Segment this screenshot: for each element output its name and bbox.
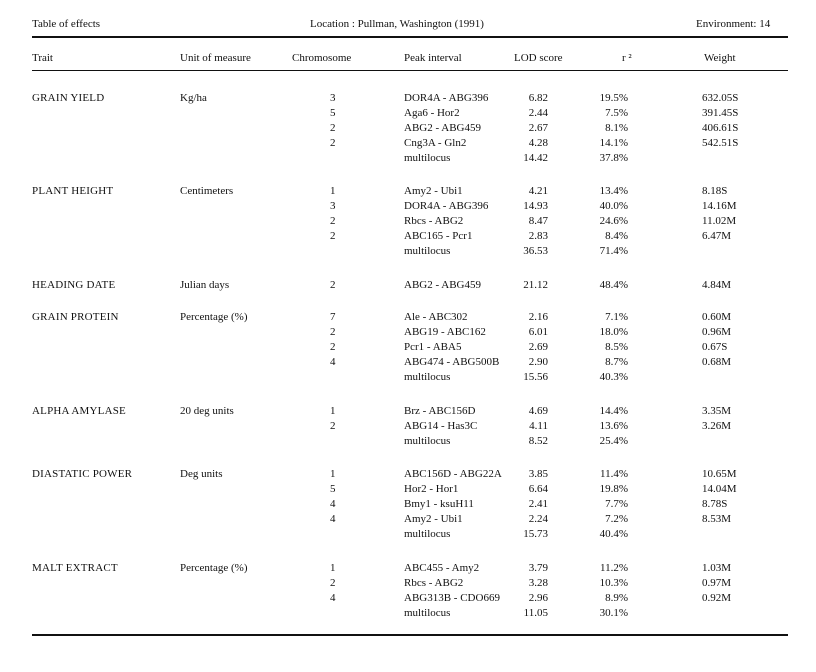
- cell-lod: 6.64: [528, 483, 548, 495]
- unit-of-measure: Julian days: [180, 279, 230, 291]
- cell-interval: DOR4A - ABG396: [404, 92, 489, 104]
- table-title: Table of effects: [32, 18, 101, 30]
- cell-chromosome: 3: [330, 200, 336, 212]
- cell-weight: 0.92M: [702, 592, 732, 604]
- cell-weight: 0.68M: [702, 356, 732, 368]
- cell-weight: 14.16M: [702, 200, 737, 212]
- cell-interval: ABG19 - ABC162: [404, 326, 486, 338]
- cell-chromosome: 4: [330, 356, 336, 368]
- unit-of-measure: Deg units: [180, 468, 223, 480]
- trait-name: DIASTATIC POWER: [32, 468, 133, 480]
- trait-name: PLANT HEIGHT: [32, 185, 114, 197]
- cell-weight: 0.96M: [702, 326, 732, 338]
- cell-interval: ABG313B - CDO669: [404, 592, 500, 604]
- header-rule: [32, 70, 788, 71]
- cell-r2: 24.6%: [599, 215, 628, 227]
- cell-weight: 4.84M: [702, 279, 732, 291]
- cell-chromosome: 4: [330, 513, 336, 525]
- cell-lod: 8.52: [528, 435, 548, 447]
- cell-lod: 4.11: [529, 420, 548, 432]
- cell-interval: Cng3A - Gln2: [404, 137, 467, 149]
- cell-r2: 18.0%: [599, 326, 628, 338]
- cell-r2: 40.3%: [599, 371, 628, 383]
- cell-interval: ABC156D - ABG22A: [404, 468, 502, 480]
- cell-interval: Hor2 - Hor1: [404, 483, 459, 495]
- cell-weight: 0.67S: [702, 341, 728, 353]
- cell-weight: 391.45S: [702, 107, 739, 119]
- cell-weight: 1.03M: [702, 562, 732, 574]
- cell-r2: 8.9%: [605, 592, 628, 604]
- cell-weight: 3.35M: [702, 405, 732, 417]
- unit-of-measure: Percentage (%): [180, 562, 248, 574]
- location-label: Location : Pullman, Washington (1991): [310, 18, 484, 30]
- cell-weight: 10.65M: [702, 468, 737, 480]
- cell-lod: 2.96: [528, 592, 548, 604]
- cell-weight: 14.04M: [702, 483, 737, 495]
- cell-lod: 8.47: [528, 215, 548, 227]
- cell-chromosome: 2: [330, 341, 336, 353]
- cell-lod: 6.82: [528, 92, 548, 104]
- cell-chromosome: 2: [330, 420, 336, 432]
- cell-lod: 3.85: [528, 468, 548, 480]
- cell-r2: 19.8%: [599, 483, 628, 495]
- cell-lod: 2.67: [528, 122, 548, 134]
- cell-lod: 3.79: [528, 562, 548, 574]
- cell-r2: 10.3%: [599, 577, 628, 589]
- cell-chromosome: 5: [330, 107, 336, 119]
- cell-r2: 7.1%: [605, 311, 628, 323]
- top-rule: [32, 36, 788, 38]
- cell-lod: 3.28: [528, 577, 548, 589]
- col-header-trait: Trait: [32, 52, 53, 64]
- cell-chromosome: 2: [330, 122, 336, 134]
- cell-interval: ABC165 - Pcr1: [404, 230, 473, 242]
- cell-interval: ABG2 - ABG459: [404, 122, 482, 134]
- cell-lod: 2.16: [528, 311, 548, 323]
- cell-lod: 15.56: [523, 371, 548, 383]
- cell-interval: ABG474 - ABG500B: [404, 356, 500, 368]
- trait-name: GRAIN YIELD: [32, 92, 105, 104]
- cell-interval: Amy2 - Ubi1: [404, 513, 463, 525]
- unit-of-measure: 20 deg units: [180, 405, 234, 417]
- trait-name: HEADING DATE: [32, 279, 116, 291]
- cell-interval: Aga6 - Hor2: [404, 107, 460, 119]
- cell-chromosome: 1: [330, 405, 336, 417]
- cell-chromosome: 2: [330, 326, 336, 338]
- cell-weight: 8.18S: [702, 185, 728, 197]
- cell-chromosome: 2: [330, 577, 336, 589]
- cell-weight: 406.61S: [702, 122, 739, 134]
- cell-r2: 30.1%: [599, 607, 628, 619]
- cell-r2: 7.7%: [605, 498, 628, 510]
- cell-interval: ABC455 - Amy2: [404, 562, 480, 574]
- cell-interval: Bmy1 - ksuH11: [404, 498, 474, 510]
- cell-chromosome: 1: [330, 468, 336, 480]
- bottom-rule: [32, 634, 788, 636]
- cell-lod: 2.69: [528, 341, 548, 353]
- cell-r2: 13.6%: [599, 420, 628, 432]
- cell-chromosome: 2: [330, 279, 336, 291]
- cell-interval: multilocus: [404, 245, 451, 257]
- cell-lod: 2.24: [528, 513, 548, 525]
- cell-weight: 0.60M: [702, 311, 732, 323]
- cell-weight: 8.53M: [702, 513, 732, 525]
- cell-chromosome: 4: [330, 498, 336, 510]
- cell-lod: 2.90: [528, 356, 548, 368]
- cell-chromosome: 2: [330, 137, 336, 149]
- cell-weight: 11.02M: [702, 215, 737, 227]
- cell-interval: multilocus: [404, 435, 451, 447]
- col-header-weight: Weight: [704, 52, 736, 64]
- cell-r2: 40.0%: [599, 200, 628, 212]
- cell-r2: 13.4%: [599, 185, 628, 197]
- col-header-lod: LOD score: [514, 52, 563, 64]
- cell-r2: 19.5%: [599, 92, 628, 104]
- cell-interval: Rbcs - ABG2: [404, 577, 464, 589]
- cell-interval: Ale - ABC302: [404, 311, 468, 323]
- cell-chromosome: 2: [330, 230, 336, 242]
- cell-r2: 11.2%: [599, 562, 628, 574]
- cell-weight: 0.97M: [702, 577, 732, 589]
- cell-lod: 21.12: [523, 279, 548, 291]
- cell-lod: 4.69: [528, 405, 548, 417]
- trait-name: ALPHA AMYLASE: [32, 405, 126, 417]
- cell-weight: 3.26M: [702, 420, 732, 432]
- cell-interval: Amy2 - Ubi1: [404, 185, 463, 197]
- cell-r2: 25.4%: [599, 435, 628, 447]
- cell-interval: Rbcs - ABG2: [404, 215, 464, 227]
- cell-r2: 7.5%: [605, 107, 628, 119]
- cell-lod: 14.93: [523, 200, 548, 212]
- cell-lod: 6.01: [528, 326, 548, 338]
- cell-lod: 15.73: [523, 528, 548, 540]
- cell-lod: 4.21: [528, 185, 548, 197]
- cell-r2: 7.2%: [605, 513, 628, 525]
- cell-weight: 542.51S: [702, 137, 739, 149]
- cell-weight: 8.78S: [702, 498, 728, 510]
- col-header-r2: r ²: [622, 52, 632, 64]
- cell-r2: 8.5%: [605, 341, 628, 353]
- unit-of-measure: Centimeters: [180, 185, 234, 197]
- cell-interval: Pcr1 - ABA5: [404, 341, 462, 353]
- cell-r2: 37.8%: [599, 152, 628, 164]
- cell-r2: 8.7%: [605, 356, 628, 368]
- unit-of-measure: Kg/ha: [180, 92, 207, 104]
- cell-weight: 632.05S: [702, 92, 739, 104]
- cell-interval: ABG2 - ABG459: [404, 279, 482, 291]
- cell-interval: Brz - ABC156D: [404, 405, 476, 417]
- col-header-interval: Peak interval: [404, 52, 462, 64]
- cell-interval: DOR4A - ABG396: [404, 200, 489, 212]
- cell-chromosome: 2: [330, 215, 336, 227]
- cell-lod: 2.44: [528, 107, 548, 119]
- cell-r2: 71.4%: [599, 245, 628, 257]
- cell-chromosome: 1: [330, 562, 336, 574]
- cell-interval: multilocus: [404, 152, 451, 164]
- trait-name: MALT EXTRACT: [32, 562, 118, 574]
- unit-of-measure: Percentage (%): [180, 311, 248, 323]
- cell-chromosome: 1: [330, 185, 336, 197]
- cell-weight: 6.47M: [702, 230, 732, 242]
- cell-r2: 48.4%: [599, 279, 628, 291]
- cell-interval: multilocus: [404, 607, 451, 619]
- cell-r2: 11.4%: [599, 468, 628, 480]
- col-header-unit: Unit of measure: [180, 52, 251, 64]
- cell-chromosome: 7: [330, 311, 336, 323]
- cell-lod: 4.28: [528, 137, 548, 149]
- cell-r2: 14.4%: [599, 405, 628, 417]
- cell-lod: 2.41: [528, 498, 548, 510]
- cell-r2: 8.4%: [605, 230, 628, 242]
- cell-lod: 2.83: [528, 230, 548, 242]
- cell-interval: ABG14 - Has3C: [404, 420, 478, 432]
- environment-label: Environment: 14: [696, 18, 771, 30]
- cell-interval: multilocus: [404, 528, 451, 540]
- trait-name: GRAIN PROTEIN: [32, 311, 119, 323]
- cell-r2: 40.4%: [599, 528, 628, 540]
- cell-chromosome: 5: [330, 483, 336, 495]
- cell-chromosome: 3: [330, 92, 336, 104]
- cell-r2: 8.1%: [605, 122, 628, 134]
- cell-chromosome: 4: [330, 592, 336, 604]
- col-header-chromosome: Chromosome: [292, 52, 352, 64]
- cell-r2: 14.1%: [599, 137, 628, 149]
- cell-lod: 11.05: [523, 607, 548, 619]
- cell-lod: 14.42: [523, 152, 548, 164]
- cell-lod: 36.53: [523, 245, 548, 257]
- cell-interval: multilocus: [404, 371, 451, 383]
